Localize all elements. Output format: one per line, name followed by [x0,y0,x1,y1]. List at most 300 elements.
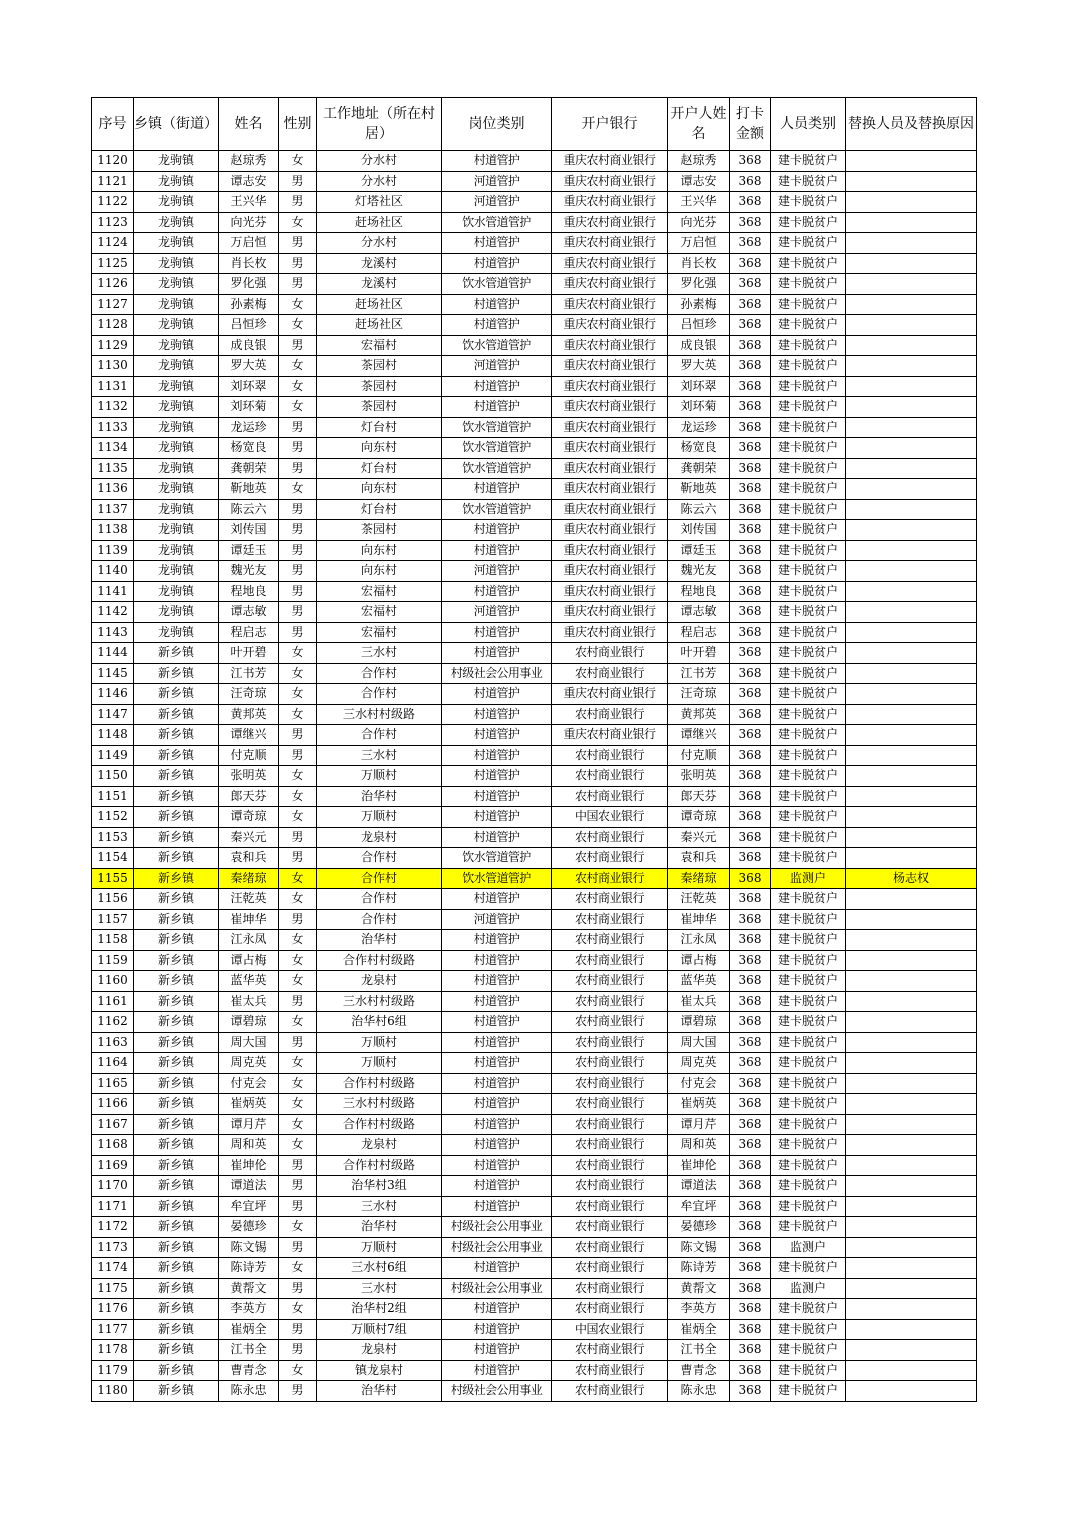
cell-person-category: 建卡脱贫户 [771,458,846,479]
cell-name: 谭道法 [219,1176,279,1197]
cell-replacement [846,212,977,233]
cell-bank: 重庆农村商业银行 [552,622,668,643]
cell-account-holder: 谭继兴 [668,725,730,746]
cell-work-address: 龙泉村 [317,827,442,848]
cell-index: 1135 [92,458,134,479]
table-row [92,1237,977,1258]
cell-post-type: 村级社会公用事业 [442,1381,552,1402]
cell-account-holder: 谭志安 [668,171,730,192]
cell-amount: 368 [730,151,771,172]
cell-work-address: 合作村 [317,684,442,705]
cell-replacement [846,1319,977,1340]
cell-replacement [846,1135,977,1156]
header-cell-gender: 性别 [279,98,317,151]
cell-index: 1134 [92,438,134,459]
cell-work-address: 宏福村 [317,602,442,623]
cell-name: 谭志敏 [219,602,279,623]
cell-amount: 368 [730,520,771,541]
cell-name: 刘传国 [219,520,279,541]
cell-work-address: 合作村 [317,868,442,889]
cell-gender: 女 [279,479,317,500]
cell-township: 新乡镇 [134,1237,219,1258]
cell-account-holder: 秦兴元 [668,827,730,848]
cell-gender: 女 [279,1053,317,1074]
cell-amount: 368 [730,315,771,336]
cell-bank: 重庆农村商业银行 [552,274,668,295]
cell-post-type: 村道管护 [442,520,552,541]
cell-name: 江书芳 [219,663,279,684]
cell-person-category: 建卡脱贫户 [771,335,846,356]
table-row [92,438,977,459]
cell-amount: 368 [730,1094,771,1115]
cell-person-category: 建卡脱贫户 [771,397,846,418]
cell-township: 新乡镇 [134,889,219,910]
cell-post-type: 河道管护 [442,602,552,623]
cell-post-type: 河道管护 [442,192,552,213]
cell-replacement [846,1299,977,1320]
cell-bank: 农村商业银行 [552,1114,668,1135]
cell-amount: 368 [730,889,771,910]
cell-work-address: 龙溪村 [317,253,442,274]
cell-name: 谭碧琼 [219,1012,279,1033]
cell-name: 陈诗芳 [219,1258,279,1279]
cell-name: 魏光友 [219,561,279,582]
cell-amount: 368 [730,1114,771,1135]
cell-replacement [846,848,977,869]
cell-amount: 368 [730,1258,771,1279]
cell-index: 1133 [92,417,134,438]
cell-index: 1180 [92,1381,134,1402]
cell-name: 程地良 [219,581,279,602]
cell-township: 新乡镇 [134,950,219,971]
cell-person-category: 建卡脱贫户 [771,479,846,500]
cell-post-type: 村道管护 [442,950,552,971]
cell-township: 新乡镇 [134,1155,219,1176]
cell-replacement [846,807,977,828]
cell-replacement [846,1278,977,1299]
cell-township: 龙驹镇 [134,192,219,213]
cell-township: 龙驹镇 [134,417,219,438]
cell-account-holder: 付克会 [668,1073,730,1094]
cell-township: 新乡镇 [134,1135,219,1156]
cell-work-address: 万顺村7组 [317,1319,442,1340]
cell-replacement [846,663,977,684]
cell-bank: 农村商业银行 [552,704,668,725]
cell-amount: 368 [730,479,771,500]
cell-replacement [846,991,977,1012]
cell-bank: 农村商业银行 [552,1299,668,1320]
cell-account-holder: 周和英 [668,1135,730,1156]
cell-bank: 农村商业银行 [552,786,668,807]
cell-index: 1126 [92,274,134,295]
cell-replacement [846,1381,977,1402]
cell-replacement [846,684,977,705]
cell-gender: 女 [279,212,317,233]
cell-post-type: 饮水管道管护 [442,499,552,520]
cell-person-category: 建卡脱贫户 [771,171,846,192]
cell-amount: 368 [730,581,771,602]
cell-gender: 女 [279,766,317,787]
cell-bank: 重庆农村商业银行 [552,725,668,746]
cell-amount: 368 [730,499,771,520]
cell-post-type: 河道管护 [442,356,552,377]
cell-amount: 368 [730,417,771,438]
table-row [92,1319,977,1340]
table-row [92,950,977,971]
table-row [92,581,977,602]
cell-work-address: 宏福村 [317,335,442,356]
cell-replacement [846,274,977,295]
cell-index: 1159 [92,950,134,971]
cell-gender: 男 [279,520,317,541]
cell-amount: 368 [730,1073,771,1094]
cell-township: 龙驹镇 [134,376,219,397]
cell-bank: 农村商业银行 [552,1176,668,1197]
cell-replacement [846,602,977,623]
cell-gender: 女 [279,950,317,971]
cell-person-category: 建卡脱贫户 [771,1217,846,1238]
cell-work-address: 三水村村级路 [317,704,442,725]
cell-replacement [846,1053,977,1074]
table-row [92,602,977,623]
cell-index: 1179 [92,1360,134,1381]
cell-post-type: 村级社会公用事业 [442,1217,552,1238]
cell-index: 1154 [92,848,134,869]
cell-gender: 女 [279,294,317,315]
cell-gender: 女 [279,1258,317,1279]
cell-account-holder: 谭占梅 [668,950,730,971]
cell-index: 1123 [92,212,134,233]
cell-name: 叶开碧 [219,643,279,664]
cell-township: 新乡镇 [134,1073,219,1094]
cell-township: 新乡镇 [134,930,219,951]
cell-bank: 农村商业银行 [552,848,668,869]
cell-name: 张明英 [219,766,279,787]
cell-bank: 重庆农村商业银行 [552,581,668,602]
cell-person-category: 建卡脱贫户 [771,971,846,992]
cell-post-type: 村道管护 [442,786,552,807]
cell-index: 1166 [92,1094,134,1115]
cell-gender: 女 [279,1114,317,1135]
cell-bank: 重庆农村商业银行 [552,602,668,623]
cell-post-type: 村道管护 [442,233,552,254]
table-row [92,1381,977,1402]
table-row [92,745,977,766]
cell-name: 谭继兴 [219,725,279,746]
cell-post-type: 村道管护 [442,1176,552,1197]
cell-gender: 男 [279,827,317,848]
cell-account-holder: 谭奇琼 [668,807,730,828]
cell-replacement [846,1237,977,1258]
cell-account-holder: 龙运珍 [668,417,730,438]
cell-amount: 368 [730,848,771,869]
cell-replacement [846,827,977,848]
cell-township: 龙驹镇 [134,151,219,172]
cell-account-holder: 龚朝荣 [668,458,730,479]
cell-bank: 农村商业银行 [552,1278,668,1299]
cell-amount: 368 [730,827,771,848]
cell-township: 新乡镇 [134,1196,219,1217]
cell-person-category: 建卡脱贫户 [771,1155,846,1176]
cell-person-category: 建卡脱贫户 [771,540,846,561]
cell-amount: 368 [730,786,771,807]
cell-amount: 368 [730,950,771,971]
cell-township: 龙驹镇 [134,622,219,643]
cell-index: 1168 [92,1135,134,1156]
cell-work-address: 宏福村 [317,622,442,643]
cell-township: 龙驹镇 [134,274,219,295]
table-row [92,971,977,992]
cell-work-address: 龙溪村 [317,274,442,295]
cell-amount: 368 [730,171,771,192]
header-cell-index: 序号 [92,98,134,151]
cell-name: 崔坤华 [219,909,279,930]
cell-index: 1172 [92,1217,134,1238]
cell-bank: 重庆农村商业银行 [552,397,668,418]
table-row [92,520,977,541]
header-cell-name: 姓名 [219,98,279,151]
cell-work-address: 治华村6组 [317,1012,442,1033]
cell-replacement [846,1094,977,1115]
cell-replacement [846,294,977,315]
cell-post-type: 村道管护 [442,807,552,828]
cell-replacement [846,151,977,172]
table-row [92,1012,977,1033]
table-row [92,1196,977,1217]
cell-account-holder: 郎天芬 [668,786,730,807]
cell-person-category: 监测户 [771,1237,846,1258]
cell-post-type: 村道管护 [442,745,552,766]
cell-post-type: 村道管护 [442,294,552,315]
table-row [92,868,977,889]
cell-bank: 重庆农村商业银行 [552,233,668,254]
cell-post-type: 饮水管道管护 [442,417,552,438]
table-row [92,1299,977,1320]
cell-bank: 农村商业银行 [552,889,668,910]
cell-gender: 男 [279,335,317,356]
cell-gender: 男 [279,1340,317,1361]
cell-post-type: 河道管护 [442,909,552,930]
cell-township: 新乡镇 [134,909,219,930]
cell-account-holder: 汪奇琼 [668,684,730,705]
cell-person-category: 建卡脱贫户 [771,602,846,623]
cell-amount: 368 [730,1155,771,1176]
cell-amount: 368 [730,1196,771,1217]
table-row [92,1155,977,1176]
cell-person-category: 建卡脱贫户 [771,1360,846,1381]
cell-township: 新乡镇 [134,848,219,869]
cell-account-holder: 陈文锡 [668,1237,730,1258]
cell-account-holder: 晏德珍 [668,1217,730,1238]
cell-post-type: 村道管护 [442,1155,552,1176]
cell-gender: 女 [279,1073,317,1094]
cell-index: 1132 [92,397,134,418]
cell-gender: 男 [279,438,317,459]
cell-amount: 368 [730,766,771,787]
cell-amount: 368 [730,397,771,418]
cell-name: 刘环翠 [219,376,279,397]
cell-work-address: 万顺村 [317,807,442,828]
cell-post-type: 村级社会公用事业 [442,663,552,684]
cell-gender: 女 [279,1012,317,1033]
cell-work-address: 茶园村 [317,376,442,397]
cell-bank: 重庆农村商业银行 [552,356,668,377]
cell-post-type: 河道管护 [442,561,552,582]
cell-amount: 368 [730,1217,771,1238]
cell-account-holder: 牟宜坪 [668,1196,730,1217]
cell-name: 汪乾英 [219,889,279,910]
cell-township: 龙驹镇 [134,479,219,500]
cell-index: 1167 [92,1114,134,1135]
cell-post-type: 饮水管道管护 [442,274,552,295]
cell-amount: 368 [730,438,771,459]
cell-account-holder: 罗大英 [668,356,730,377]
cell-replacement [846,192,977,213]
cell-person-category: 建卡脱贫户 [771,356,846,377]
table-row [92,889,977,910]
cell-account-holder: 刘环菊 [668,397,730,418]
cell-replacement [846,950,977,971]
header-cell-post-type: 岗位类别 [442,98,552,151]
cell-work-address: 万顺村 [317,766,442,787]
cell-bank: 农村商业银行 [552,1053,668,1074]
cell-post-type: 饮水管道管护 [442,848,552,869]
table-row [92,1258,977,1279]
cell-name: 肖长枚 [219,253,279,274]
cell-amount: 368 [730,622,771,643]
cell-index: 1156 [92,889,134,910]
cell-person-category: 建卡脱贫户 [771,438,846,459]
cell-replacement [846,356,977,377]
cell-index: 1171 [92,1196,134,1217]
cell-amount: 368 [730,294,771,315]
cell-person-category: 建卡脱贫户 [771,1381,846,1402]
cell-index: 1176 [92,1299,134,1320]
cell-account-holder: 李英方 [668,1299,730,1320]
cell-name: 万启恒 [219,233,279,254]
cell-gender: 男 [279,622,317,643]
cell-post-type: 村道管护 [442,889,552,910]
cell-person-category: 建卡脱贫户 [771,889,846,910]
cell-township: 龙驹镇 [134,602,219,623]
cell-name: 崔炳全 [219,1319,279,1340]
cell-replacement [846,540,977,561]
table-row [92,909,977,930]
cell-replacement [846,704,977,725]
cell-gender: 男 [279,274,317,295]
cell-replacement [846,1176,977,1197]
cell-work-address: 合作村 [317,663,442,684]
cell-amount: 368 [730,540,771,561]
table-row [92,458,977,479]
cell-gender: 男 [279,1196,317,1217]
cell-replacement [846,1032,977,1053]
cell-township: 龙驹镇 [134,581,219,602]
cell-gender: 男 [279,1381,317,1402]
cell-township: 新乡镇 [134,766,219,787]
cell-name: 向光芬 [219,212,279,233]
cell-replacement [846,1340,977,1361]
cell-bank: 农村商业银行 [552,1258,668,1279]
cell-post-type: 村道管护 [442,1196,552,1217]
table-row [92,274,977,295]
table-row [92,704,977,725]
cell-index: 1144 [92,643,134,664]
cell-person-category: 建卡脱贫户 [771,1196,846,1217]
cell-person-category: 建卡脱贫户 [771,192,846,213]
cell-name: 周和英 [219,1135,279,1156]
cell-account-holder: 黄帮文 [668,1278,730,1299]
cell-gender: 男 [279,499,317,520]
cell-work-address: 合作村村级路 [317,1114,442,1135]
cell-index: 1122 [92,192,134,213]
table-row [92,766,977,787]
cell-work-address: 赶场社区 [317,315,442,336]
table-row [92,479,977,500]
cell-bank: 重庆农村商业银行 [552,171,668,192]
cell-name: 成良银 [219,335,279,356]
cell-post-type: 村道管护 [442,253,552,274]
cell-person-category: 建卡脱贫户 [771,561,846,582]
cell-person-category: 建卡脱贫户 [771,499,846,520]
cell-gender: 男 [279,909,317,930]
cell-gender: 女 [279,315,317,336]
cell-work-address: 分水村 [317,151,442,172]
cell-work-address: 龙泉村 [317,1340,442,1361]
cell-account-holder: 程地良 [668,581,730,602]
cell-bank: 农村商业银行 [552,868,668,889]
cell-bank: 农村商业银行 [552,1073,668,1094]
cell-index: 1143 [92,622,134,643]
cell-bank: 农村商业银行 [552,930,668,951]
cell-gender: 女 [279,889,317,910]
cell-amount: 368 [730,930,771,951]
cell-account-holder: 叶开碧 [668,643,730,664]
cell-person-category: 建卡脱贫户 [771,1032,846,1053]
cell-work-address: 茶园村 [317,397,442,418]
cell-amount: 368 [730,643,771,664]
table-row [92,1073,977,1094]
table-row [92,1217,977,1238]
cell-replacement [846,1360,977,1381]
cell-account-holder: 崔坤华 [668,909,730,930]
cell-account-holder: 刘环翠 [668,376,730,397]
cell-index: 1170 [92,1176,134,1197]
cell-township: 新乡镇 [134,684,219,705]
cell-replacement [846,930,977,951]
cell-township: 龙驹镇 [134,233,219,254]
cell-gender: 女 [279,376,317,397]
cell-work-address: 三水村 [317,1278,442,1299]
cell-township: 新乡镇 [134,643,219,664]
cell-name: 谭奇琼 [219,807,279,828]
cell-index: 1147 [92,704,134,725]
cell-account-holder: 肖长枚 [668,253,730,274]
cell-replacement [846,1217,977,1238]
table-row [92,827,977,848]
cell-name: 靳地英 [219,479,279,500]
cell-person-category: 建卡脱贫户 [771,1176,846,1197]
cell-gender: 女 [279,868,317,889]
cell-amount: 368 [730,1381,771,1402]
cell-post-type: 村道管护 [442,622,552,643]
cell-account-holder: 王兴华 [668,192,730,213]
cell-work-address: 治华村 [317,786,442,807]
cell-person-category: 建卡脱贫户 [771,1135,846,1156]
cell-bank: 重庆农村商业银行 [552,561,668,582]
cell-work-address: 赶场社区 [317,212,442,233]
cell-name: 谭月芹 [219,1114,279,1135]
